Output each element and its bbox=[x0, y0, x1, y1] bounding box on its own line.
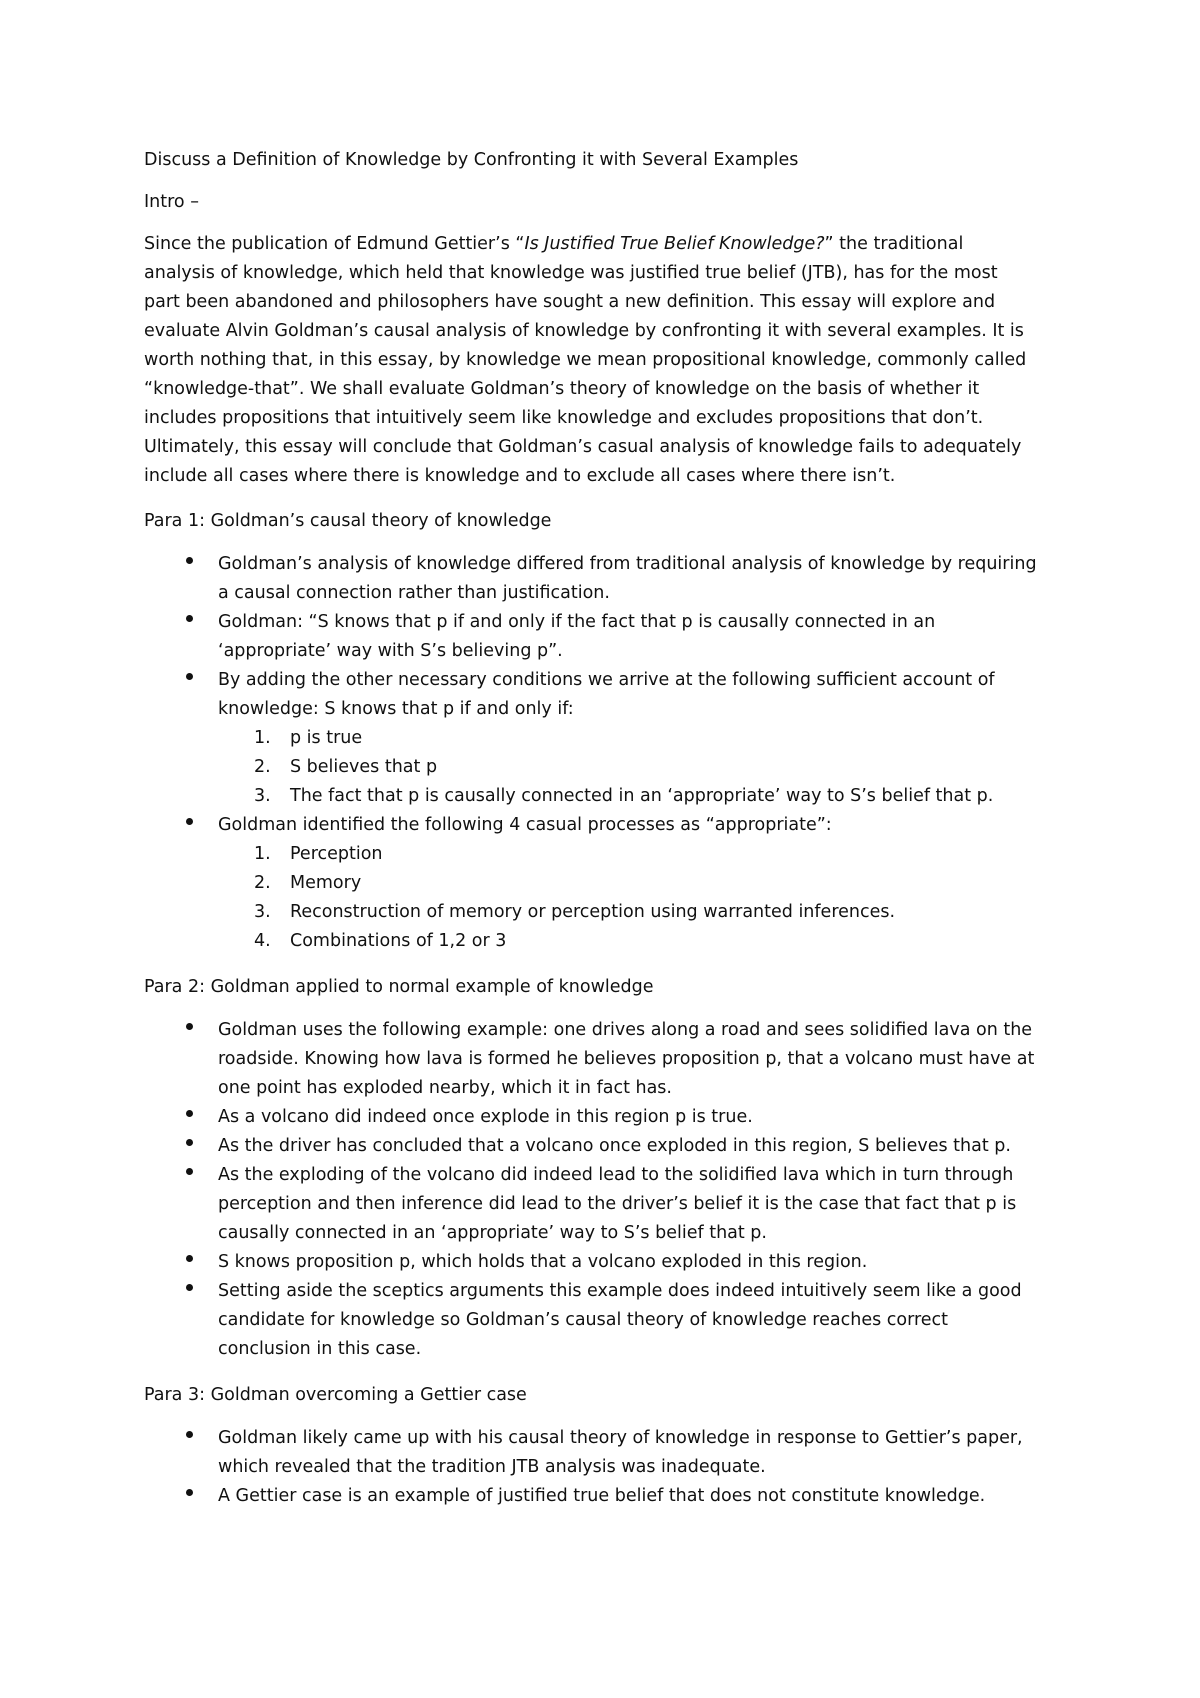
numbered-item-text: Memory bbox=[290, 873, 362, 893]
intro-line-text: Ultimately, this essay will conclude that Goldman’s casual analysis of knowledge fails to adequately bbox=[144, 437, 1022, 457]
numbered-item-number: 1. bbox=[254, 844, 271, 864]
list-item-line: ‘appropriate’ way with S’s believing p”. bbox=[218, 641, 563, 661]
intro-line-text: Since the publication of Edmund Gettier’s “ bbox=[144, 234, 525, 254]
list-item bbox=[144, 1016, 1074, 1103]
intro-line-italic: Is Justified True Belief Knowledge? bbox=[524, 234, 825, 254]
list-item-line: Goldman likely came up with his causal theory of knowledge in response to Gettier’s paper, bbox=[218, 1428, 1023, 1448]
intro-line bbox=[144, 404, 1074, 433]
list-item-line: As the exploding of the volcano did indeed lead to the solidified lava which in turn through bbox=[218, 1165, 1014, 1185]
list-item bbox=[144, 1248, 1074, 1277]
bullet-list bbox=[144, 1016, 1074, 1364]
list-item bbox=[144, 550, 1074, 608]
intro-line bbox=[144, 433, 1074, 462]
intro-line-text: part been abandoned and philosophers have sought a new definition. This essay will explore and bbox=[144, 292, 996, 312]
list-item-line: causally connected in an ‘appropriate’ way to S’s belief that p. bbox=[218, 1223, 767, 1243]
section bbox=[144, 507, 1074, 956]
document-title: Discuss a Definition of Knowledge by Confronting it with Several Examples bbox=[144, 150, 799, 170]
numbered-item-number: 2. bbox=[254, 757, 271, 777]
intro-line-text: include all cases where there is knowledge and to exclude all cases where there isn’t. bbox=[144, 466, 896, 486]
numbered-item bbox=[218, 724, 1074, 753]
numbered-item-number: 3. bbox=[254, 786, 271, 806]
numbered-item bbox=[218, 840, 1074, 869]
bullet-list bbox=[144, 550, 1074, 956]
intro-line-text: worth nothing that, in this essay, by knowledge we mean propositional knowledge, commonly called bbox=[144, 350, 1027, 370]
list-item bbox=[144, 1424, 1074, 1482]
list-item-line: Setting aside the sceptics arguments this example does indeed intuitively seem like a good bbox=[218, 1281, 1022, 1301]
list-item bbox=[144, 666, 1074, 811]
intro-line bbox=[144, 462, 1074, 491]
intro-line bbox=[144, 317, 1074, 346]
numbered-item bbox=[218, 753, 1074, 782]
list-item-line: which revealed that the tradition JTB analysis was inadequate. bbox=[218, 1457, 766, 1477]
list-item-line: Goldman: “S knows that p if and only if the fact that p is causally connected in an bbox=[218, 612, 936, 632]
list-item-line: conclusion in this case. bbox=[218, 1339, 422, 1359]
numbered-item bbox=[218, 782, 1074, 811]
intro-line bbox=[144, 375, 1074, 404]
numbered-item bbox=[218, 898, 1074, 927]
list-item-line: As the driver has concluded that a volcano once exploded in this region, S believes that p. bbox=[218, 1136, 1011, 1156]
numbered-item-number: 1. bbox=[254, 728, 271, 748]
list-item-line: roadside. Knowing how lava is formed he believes proposition p, that a volcano must have at bbox=[218, 1049, 1035, 1069]
list-item bbox=[144, 1132, 1074, 1161]
list-item bbox=[144, 1161, 1074, 1248]
section-heading: Para 2: Goldman applied to normal example of knowledge bbox=[144, 977, 654, 997]
numbered-item-text: p is true bbox=[290, 728, 363, 748]
numbered-item-number: 2. bbox=[254, 873, 271, 893]
list-item-line: Goldman uses the following example: one drives along a road and sees solidified lava on the bbox=[218, 1020, 1033, 1040]
numbered-item-number: 4. bbox=[254, 931, 271, 951]
list-item-line: knowledge: S knows that p if and only if: bbox=[218, 699, 574, 719]
list-item bbox=[144, 811, 1074, 956]
list-item bbox=[144, 1277, 1074, 1364]
section bbox=[144, 1381, 1074, 1511]
list-item-line: one point has exploded nearby, which it in fact has. bbox=[218, 1078, 672, 1098]
list-item-line: As a volcano did indeed once explode in this region p is true. bbox=[218, 1107, 753, 1127]
bullet-list bbox=[144, 1424, 1074, 1511]
numbered-item-text: Perception bbox=[290, 844, 383, 864]
numbered-item-text: Reconstruction of memory or perception using warranted inferences. bbox=[290, 902, 896, 922]
intro-line-text: analysis of knowledge, which held that knowledge was justified true belief (JTB), has for the most bbox=[144, 263, 998, 283]
list-item-line: candidate for knowledge so Goldman’s causal theory of knowledge reaches correct bbox=[218, 1310, 949, 1330]
list-item-line: S knows proposition p, which holds that a volcano exploded in this region. bbox=[218, 1252, 868, 1272]
numbered-item-text: S believes that p bbox=[290, 757, 438, 777]
intro-line bbox=[144, 288, 1074, 317]
sections-container bbox=[144, 507, 1074, 1511]
section-heading: Para 1: Goldman’s causal theory of knowledge bbox=[144, 511, 552, 531]
list-item bbox=[144, 1103, 1074, 1132]
intro-line-text: evaluate Alvin Goldman’s causal analysis of knowledge by confronting it with several examples. It is bbox=[144, 321, 1024, 341]
intro-line bbox=[144, 259, 1074, 288]
list-item-line: By adding the other necessary conditions we arrive at the following sufficient account of bbox=[218, 670, 995, 690]
numbered-item bbox=[218, 869, 1074, 898]
list-item-line: A Gettier case is an example of justified true belief that does not constitute knowledge. bbox=[218, 1486, 986, 1506]
list-item bbox=[144, 1482, 1074, 1511]
intro-paragraph bbox=[144, 230, 1074, 491]
list-item-line: Goldman’s analysis of knowledge differed from traditional analysis of knowledge by requiring bbox=[218, 554, 1037, 574]
numbered-item-number: 3. bbox=[254, 902, 271, 922]
numbered-sublist bbox=[218, 724, 1074, 811]
list-item bbox=[144, 608, 1074, 666]
intro-line-text: “knowledge-that”. We shall evaluate Goldman’s theory of knowledge on the basis of whether it bbox=[144, 379, 980, 399]
intro-line-text-end: ” the traditional bbox=[824, 234, 964, 254]
numbered-item-text: Combinations of 1,2 or 3 bbox=[290, 931, 507, 951]
list-item-line: Goldman identified the following 4 casual processes as “appropriate”: bbox=[218, 815, 832, 835]
section-heading: Para 3: Goldman overcoming a Gettier case bbox=[144, 1385, 527, 1405]
list-item-line: perception and then inference did lead to the driver’s belief it is the case that fact that p is bbox=[218, 1194, 1017, 1214]
numbered-item bbox=[218, 927, 1074, 956]
section bbox=[144, 973, 1074, 1364]
intro-line bbox=[144, 230, 1074, 259]
list-item-line: a causal connection rather than justification. bbox=[218, 583, 610, 603]
numbered-sublist bbox=[218, 840, 1074, 956]
intro-line-text: includes propositions that intuitively seem like knowledge and excludes propositions that don’t. bbox=[144, 408, 984, 428]
intro-heading: Intro – bbox=[144, 192, 199, 212]
numbered-item-text: The fact that p is causally connected in an ‘appropriate’ way to S’s belief that p. bbox=[290, 786, 994, 806]
intro-line bbox=[144, 346, 1074, 375]
document-body bbox=[144, 146, 1074, 1511]
